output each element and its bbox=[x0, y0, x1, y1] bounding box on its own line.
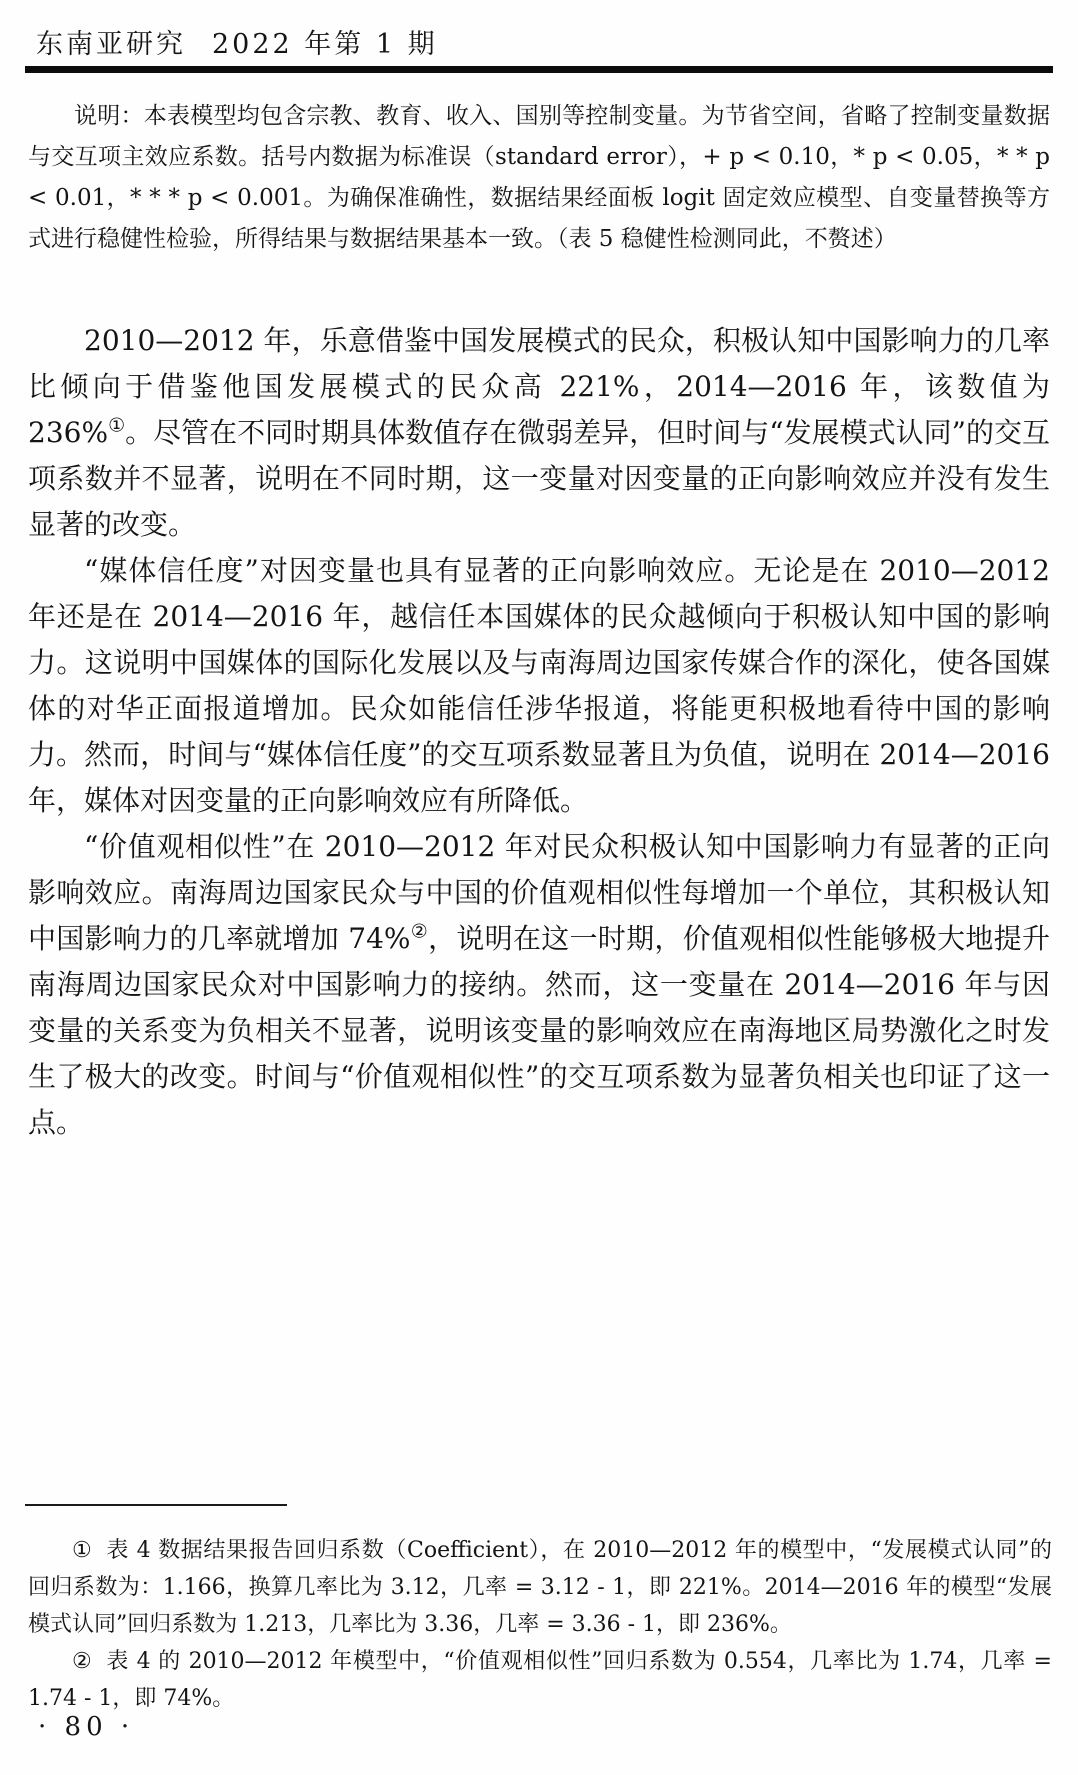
table-note: 说明：本表模型均包含宗教、教育、收入、国别等控制变量。为节省空间，省略了控制变量数据与交互项主效应系数。括号内数据为标准误（standard error），+ p < 0.10，* p < 0.05，* * p < 0.01，* * * p < 0.001。为确保准确性，数据结果经面板 logit 固定效应模型、自变量替换等方式进行稳健性检验，所得结果与数据结果基本一致。（表 5 稳健性检测同此，不赘述） bbox=[28, 103, 1050, 252]
journal-title: 东南亚研究 bbox=[36, 29, 186, 60]
footnote-1 bbox=[28, 1532, 1052, 1643]
paragraph-1-text-cont: 。尽管在不同时期具体数值存在微弱差异，但时间与“发展模式认同”的交互项系数并不显著，说明在不同时期，这一变量对因变量的正向影响效应并没有发生显著的改变。 bbox=[28, 416, 1050, 541]
paragraph-3-text-cont: ，说明在这一时期，价值观相似性能够极大地提升南海周边国家民众对中国影响力的接纳。然而，这一变量在 2014—2016 年与因变量的关系变为负相关不显著，说明该变量的影响效应在南海地区局势激化之时发生了极大的改变。时间与“价值观相似性”的交互项系数为显著负相关也印证了这一点。 bbox=[28, 922, 1050, 1139]
page-number: · 80 · bbox=[38, 1712, 135, 1742]
footnote-2 bbox=[28, 1643, 1052, 1717]
article-body bbox=[28, 318, 1050, 1146]
paragraph-2-text: “媒体信任度”对因变量也具有显著的正向影响效应。无论是在 2010—2012 年还是在 2014—2016 年，越信任本国媒体的民众越倾向于积极认知中国的影响力。这说明中国媒体的国际化发展以及与南海周边国家传媒合作的深化，使各国媒体的对华正面报道增加。民众如能信任涉华报道，将能更积极地看待中国的影响力。然而，时间与“媒体信任度”的交互项系数显著且为负值，说明在 2014—2016 年，媒体对因变量的正向影响效应有所降低。 bbox=[28, 554, 1050, 817]
issue-label: 2022 年第 1 期 bbox=[212, 29, 438, 60]
paragraph-3-text: “价值观相似性”在 2010—2012 年对民众积极认知中国影响力有显著的正向影响效应。南海周边国家民众与中国的价值观相似性每增加一个单位，其积极认知中国影响力的几率就增加 74% bbox=[28, 830, 1050, 955]
footnote-2-text: 表 4 的 2010—2012 年模型中，“价值观相似性”回归系数为 0.554，几率比为 1.74，几率 = 1.74 - 1，即 74%。 bbox=[28, 1649, 1052, 1711]
footnote-1-text: 表 4 数据结果报告回归系数（Coefficient），在 2010—2012 年的模型中，“发展模式认同”的回归系数为：1.166，换算几率比为 3.12，几率 = 3.12 - 1，即 221%。2014—2016 年的模型“发展模式认同”回归系数为 1.213，几率比为 3.36，几率 = 3.36 - 1，即 236%。 bbox=[28, 1538, 1052, 1637]
footnote-1-marker: ① bbox=[72, 1538, 93, 1563]
footnote-separator bbox=[25, 1504, 287, 1506]
footnote-ref-1: ① bbox=[108, 414, 126, 437]
paragraph-3 bbox=[28, 824, 1050, 1146]
paragraph-1-text: 2010—2012 年，乐意借鉴中国发展模式的民众，积极认知中国影响力的几率比倾向于借鉴他国发展模式的民众高 221%，2014—2016 年，该数值为 236% bbox=[28, 324, 1050, 449]
paragraph-1 bbox=[28, 318, 1050, 548]
footnote-ref-2: ② bbox=[410, 920, 429, 943]
paragraph-2 bbox=[28, 548, 1050, 824]
footnotes bbox=[28, 1532, 1052, 1717]
page-header bbox=[36, 22, 1048, 61]
header-rule bbox=[25, 66, 1053, 73]
footnote-2-marker: ② bbox=[72, 1649, 93, 1674]
